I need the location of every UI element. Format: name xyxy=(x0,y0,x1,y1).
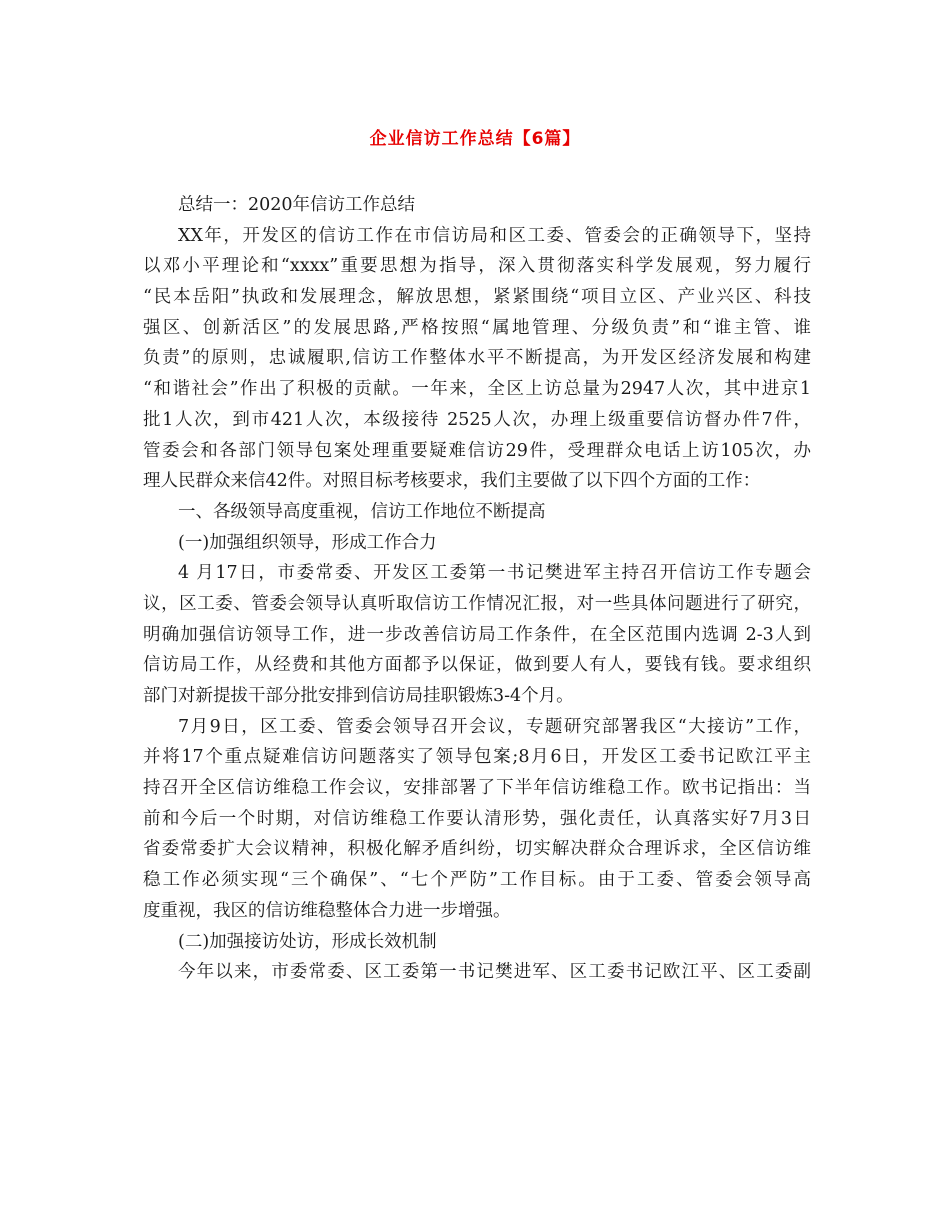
body-line: 今年以来，市委常委、区工委第一书记樊进军、区工委书记欧江平、区工委副 xyxy=(178,962,811,983)
body-line: 强区、创新活区”的发展思路,严格按照“属地管理、分级负责”和“谁主管、谁 xyxy=(143,317,811,338)
body-line: 负责”的原则，忠诚履职,信访工作整体水平不断提高，为开发区经济发展和构建 xyxy=(143,348,811,369)
body-line: 理人民群众来信42件。对照目标考核要求，我们主要做了以下四个方面的工作： xyxy=(143,471,761,492)
body-line: 以邓小平理论和“xxxx”重要思想为指导，深入贯彻落实科学发展观，努力履行 xyxy=(143,256,811,277)
body-line: 总结一：2020年信访工作总结 xyxy=(178,195,416,215)
body-line: 4 月17日，市委常委、开发区工委第一书记樊进军主持召开信访工作专题会 xyxy=(178,563,811,584)
body-line: 前和今后一个时期，对信访维稳工作要认清形势，强化责任，认真落实好7月3日 xyxy=(143,808,811,829)
document-title: 企业信访工作总结【6篇】 xyxy=(369,129,581,149)
body-line: 稳工作必须实现“三个确保”、“七个严防”工作目标。由于工委、管委会领导高 xyxy=(143,870,811,891)
body-line: 议，区工委、管委会领导认真听取信访工作情况汇报，对一些具体问题进行了研究， xyxy=(143,593,811,614)
body-line: (二)加强接访处访，形成长效机制 xyxy=(178,931,437,952)
body-line: 部门对新提拔干部分批安排到信访局挂职锻炼3-4个月。 xyxy=(143,686,574,706)
body-line: 度重视，我区的信访维稳整体合力进一步增强。 xyxy=(143,900,511,921)
body-line: 省委常委扩大会议精神，积极化解矛盾纠纷，切实解决群众合理诉求，全区信访维 xyxy=(143,839,811,860)
body-line: 并将17个重点疑难信访问题落实了领导包案;8月6日，开发区工委书记欧江平主 xyxy=(143,747,811,768)
body-line: 持召开全区信访维稳工作会议，安排部署了下半年信访维稳工作。欧书记指出：当 xyxy=(143,778,811,799)
body-line: 7月9日，区工委、管委会领导召开会议，专题研究部署我区“大接访”工作， xyxy=(178,716,811,737)
body-line: 一、各级领导高度重视，信访工作地位不断提高 xyxy=(178,501,546,522)
document-body xyxy=(143,190,811,988)
body-line: 明确加强信访领导工作，进一步改善信访局工作条件，在全区范围内选调 2-3人到 xyxy=(143,624,811,645)
body-line: 管委会和各部门领导包案处理重要疑难信访29件，受理群众电话上访105次，办 xyxy=(143,440,811,461)
body-line: 批1人次，到市421人次，本级接待 2525人次，办理上级重要信访督办件7件， xyxy=(143,409,811,430)
body-line: 信访局工作，从经费和其他方面都予以保证，做到要人有人，要钱有钱。要求组织 xyxy=(143,655,811,676)
body-line: “和谐社会”作出了积极的贡献。一年来，全区上访总量为2947人次，其中进京1 xyxy=(143,379,811,400)
body-line: (一)加强组织领导，形成工作合力 xyxy=(178,532,437,553)
body-line: XX年，开发区的信访工作在市信访局和区工委、管委会的正确领导下，坚持 xyxy=(178,225,811,246)
body-line: “民本岳阳”执政和发展理念，解放思想，紧紧围绕“项目立区、产业兴区、科技 xyxy=(143,287,811,308)
